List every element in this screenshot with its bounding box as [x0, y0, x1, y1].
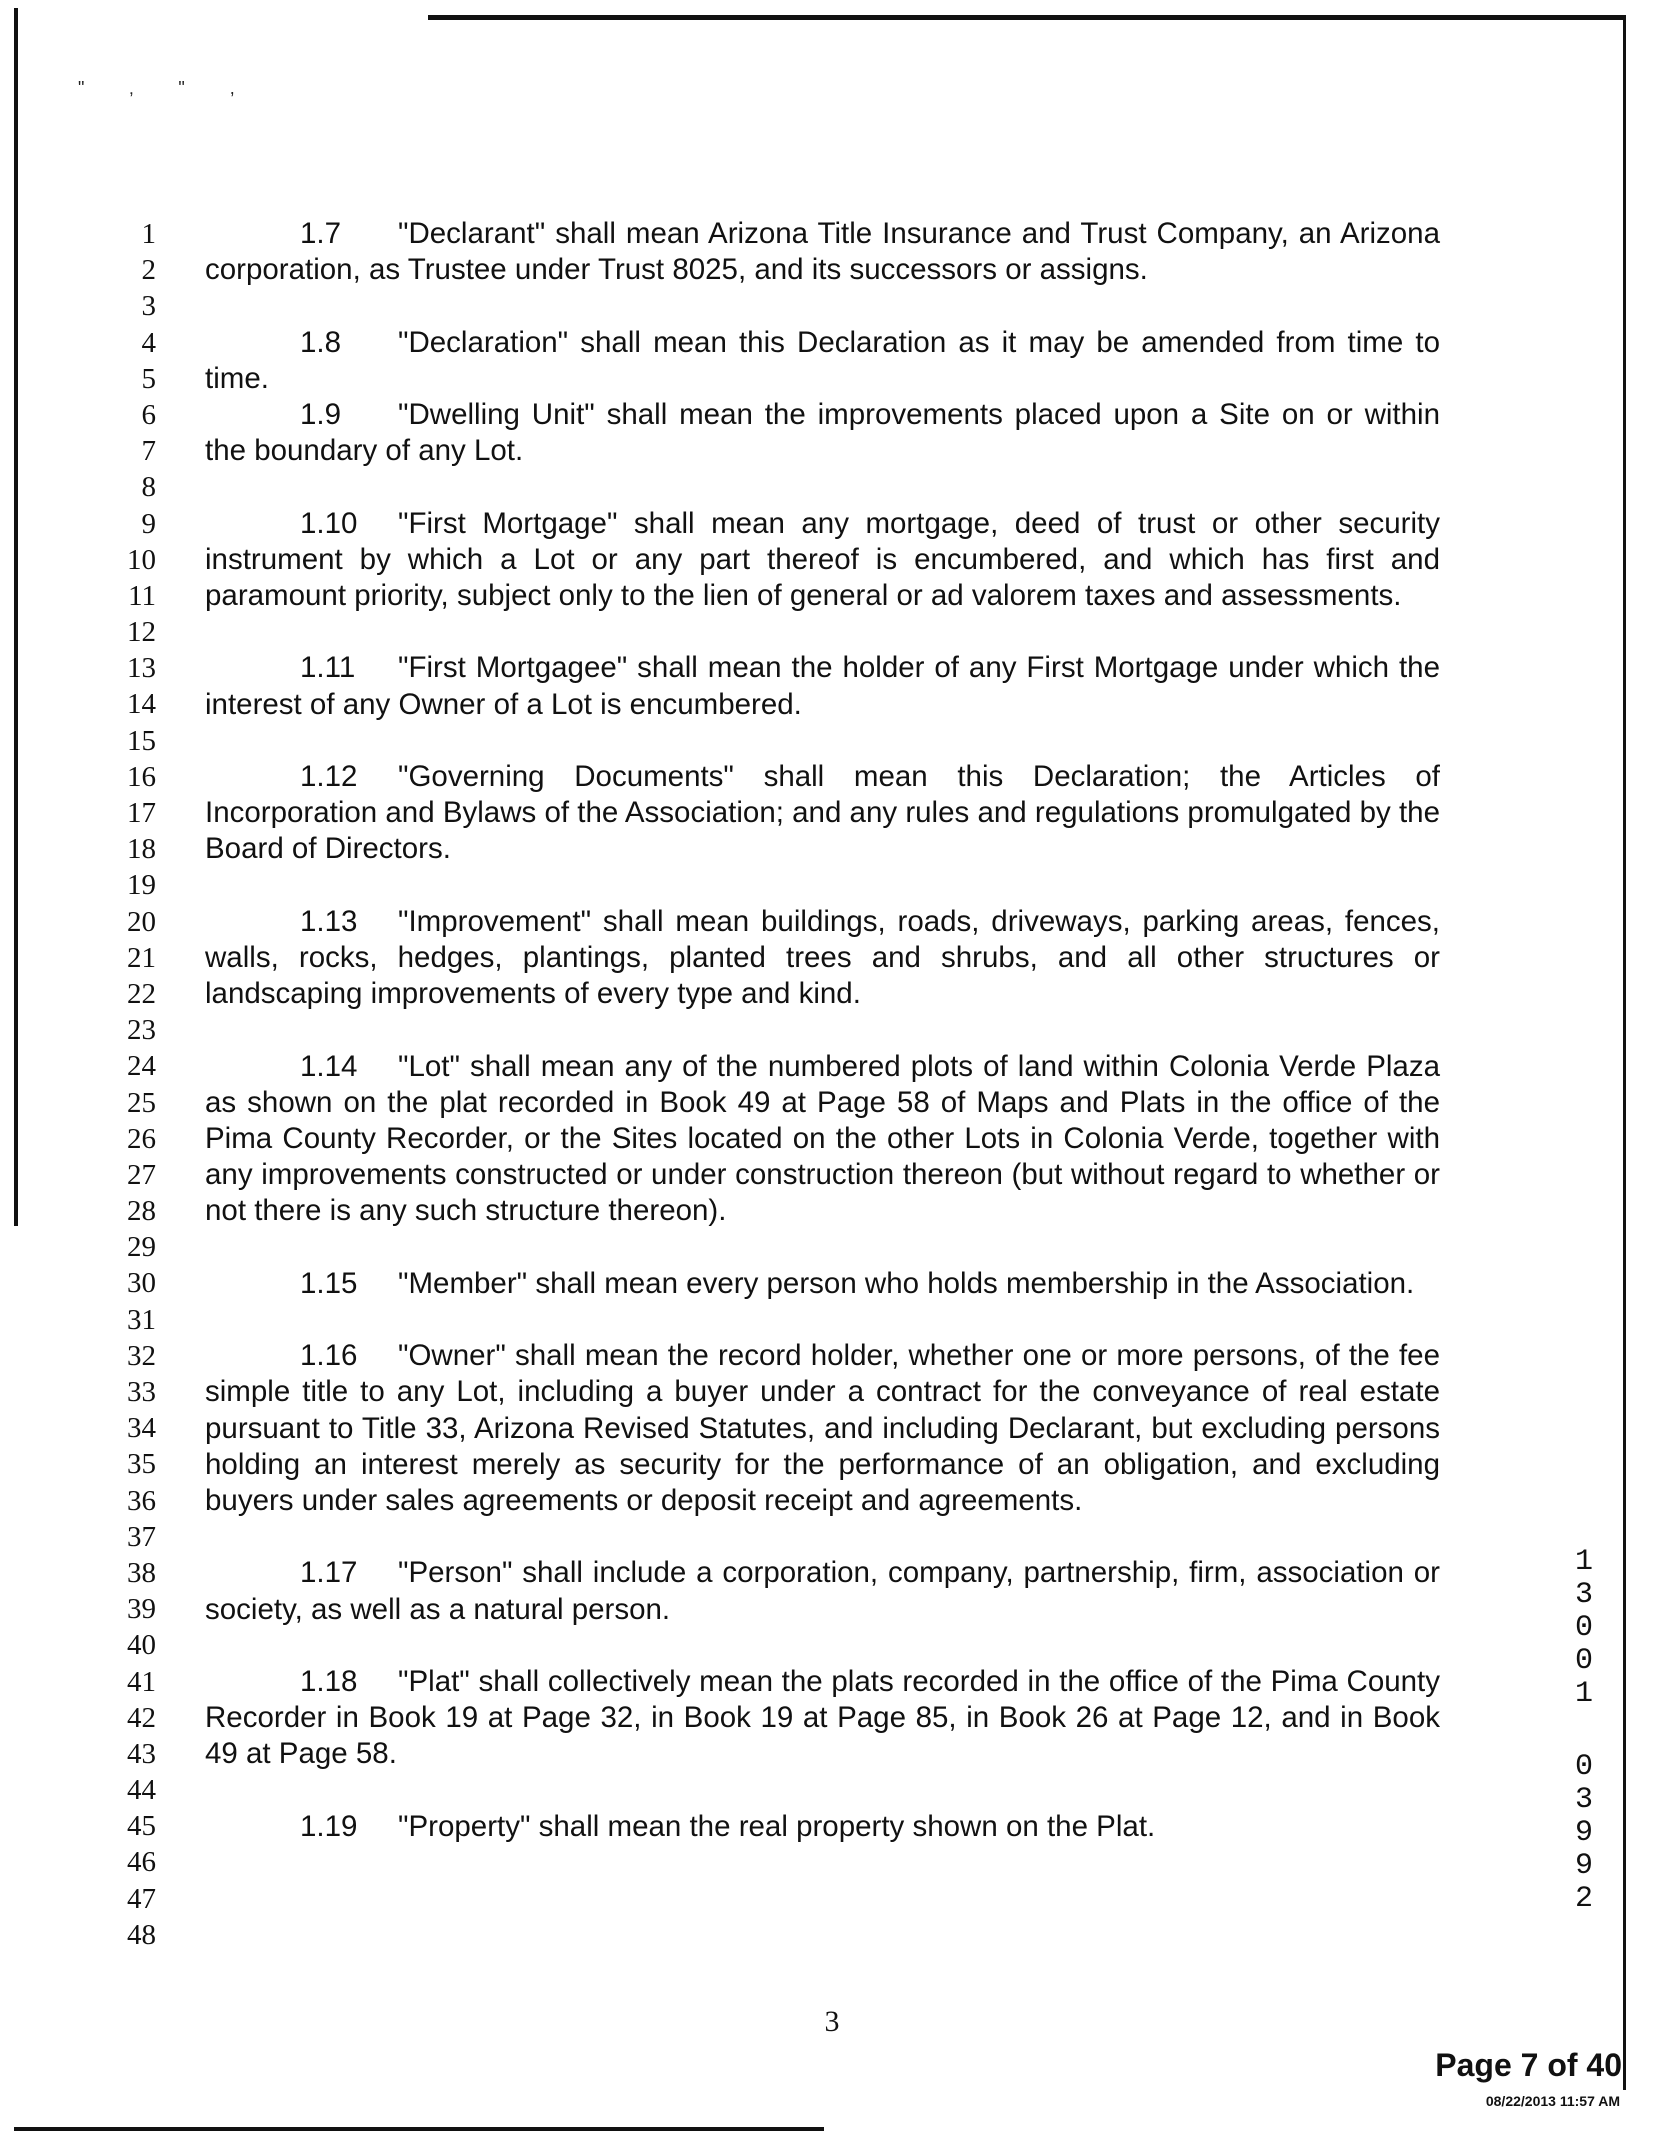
definition-text: "Owner" shall mean the record holder, whether one or more persons, of the fee simple title to any Lot, including a buyer under a contract for the conveyance of real estate pursuant to Title 33, Arizona Revised Statutes, and including Declarant, but excluding persons holding an interest merely as security for the performance of an obligation, and excluding buyers under sales agreements or deposit receipt and agreements.	[205, 1339, 1440, 1517]
line-number: 20	[127, 905, 156, 938]
line-number: 36	[127, 1484, 156, 1517]
line-number: 31	[127, 1303, 156, 1336]
line-number: 7	[141, 435, 156, 468]
line-number: 40	[127, 1629, 156, 1662]
section-number: 1.9	[300, 398, 342, 431]
sequence-digit: 3	[1574, 1783, 1593, 1817]
section-number: 1.16	[300, 1339, 358, 1373]
definition-text: "Declaration" shall mean this Declaration as it may be amended from time to time.	[205, 325, 1440, 395]
sequence-digit: 0	[1574, 1644, 1593, 1678]
section-number: 1.11	[300, 651, 356, 685]
definition-text: "Improvement" shall mean buildings, roads, driveways, parking areas, fences, walls, rocks, hedges, plantings, planted trees and shrubs, and all other structures or landscaping improvements of every type and kind.	[205, 904, 1440, 1011]
definition-paragraph	[205, 325, 1440, 397]
definition-text: "Declarant" shall mean Arizona Title Insurance and Trust Company, an Arizona corporation, as Trustee under Trust 8025, and its successors or assigns.	[205, 217, 1440, 287]
definition-text: "First Mortgage" shall mean any mortgage, deed of trust or other security instrument by which a Lot or any part thereof is encumbered, and which has first and paramount priority, subject only to the lien of general or ad valorem taxes and assessments.	[205, 506, 1440, 612]
line-number: 8	[141, 471, 156, 504]
definition-paragraph	[205, 216, 1440, 288]
recording-sequence-number	[1564, 1546, 1604, 1916]
line-number: 47	[127, 1882, 156, 1915]
line-number: 3	[141, 290, 156, 323]
line-number: 25	[127, 1086, 156, 1119]
line-number: 29	[127, 1231, 156, 1264]
section-number: 1.18	[300, 1664, 358, 1698]
line-number: 42	[127, 1701, 156, 1734]
line-number: 23	[127, 1014, 156, 1047]
sequence-digit: 3	[1574, 1578, 1593, 1612]
section-number: 1.14	[300, 1049, 358, 1083]
document-body	[205, 216, 1440, 1845]
section-number: 1.13	[300, 904, 358, 938]
line-number: 6	[141, 398, 156, 431]
definition-text: "Governing Documents" shall mean this Declaration; the Articles of Incorporation and Bylaws of the Association; and any rules and regulations promulgated by the Board of Directors.	[205, 759, 1440, 866]
definition-paragraph	[205, 1338, 1440, 1519]
line-number: 35	[127, 1448, 156, 1481]
line-number: 2	[141, 254, 156, 287]
definition-text: "Person" shall include a corporation, company, partnership, firm, association or society, as well as a natural person.	[205, 1556, 1440, 1626]
line-number: 43	[127, 1737, 156, 1770]
section-number: 1.12	[300, 759, 358, 793]
line-number: 33	[127, 1376, 156, 1408]
line-number: 22	[127, 977, 156, 1010]
line-number: 45	[127, 1810, 156, 1843]
definition-paragraph	[205, 1555, 1440, 1627]
left-border-rule	[14, 8, 18, 1226]
section-number: 1.17	[300, 1556, 358, 1590]
page-of-total: Page 7 of 40	[1435, 2047, 1622, 2083]
line-number: 38	[127, 1556, 156, 1589]
section-number: 1.7	[300, 217, 342, 250]
line-number-column	[100, 216, 160, 1953]
line-number: 19	[127, 869, 156, 902]
line-number: 15	[127, 724, 156, 757]
line-number: 21	[127, 941, 156, 974]
definition-paragraph	[205, 1266, 1440, 1302]
line-number: 1	[141, 218, 156, 250]
line-number: 16	[127, 760, 156, 793]
line-number: 39	[127, 1593, 156, 1626]
top-border-rule	[428, 15, 1625, 20]
definition-paragraph	[205, 904, 1440, 1013]
sequence-digit: 1	[1574, 1545, 1593, 1579]
sequence-digit: 9	[1574, 1849, 1593, 1883]
line-number: 28	[127, 1195, 156, 1228]
scan-specks: " ‚ " ,	[78, 78, 255, 98]
line-number: 32	[127, 1339, 156, 1372]
section-number: 1.10	[300, 506, 358, 540]
line-number: 18	[127, 833, 156, 866]
definition-paragraph	[205, 1809, 1440, 1845]
sequence-digit: 0	[1574, 1750, 1593, 1784]
line-number: 14	[127, 688, 156, 721]
line-number: 10	[127, 543, 156, 576]
line-number: 9	[141, 507, 156, 540]
definition-paragraph	[205, 759, 1440, 868]
definition-text: "Property" shall mean the real property shown on the Plat.	[398, 1809, 1156, 1843]
line-number: 34	[127, 1412, 156, 1445]
right-border-rule	[1623, 15, 1626, 2090]
sequence-digit: 0	[1574, 1611, 1593, 1645]
definition-paragraph	[205, 650, 1440, 722]
line-number: 24	[127, 1050, 156, 1083]
page-number: 3	[824, 2005, 840, 2038]
bottom-border-rule	[14, 2127, 824, 2131]
line-number: 48	[127, 1918, 156, 1951]
recording-timestamp: 08/22/2013 11:57 AM	[1485, 2093, 1620, 2109]
sequence-digit: 2	[1574, 1882, 1593, 1916]
line-number: 11	[128, 579, 156, 612]
definition-text: "Dwelling Unit" shall mean the improvements placed upon a Site on or within the boundary of any Lot.	[205, 398, 1440, 468]
definition-text: "First Mortgagee" shall mean the holder of any First Mortgage under which the interest of any Owner of a Lot is encumbered.	[205, 651, 1440, 721]
line-number: 17	[127, 797, 156, 829]
section-number: 1.19	[300, 1809, 358, 1843]
sequence-digit: 1	[1574, 1677, 1593, 1711]
line-number: 30	[127, 1267, 156, 1300]
line-number: 13	[127, 652, 156, 685]
section-number: 1.15	[300, 1266, 358, 1300]
line-number: 41	[127, 1665, 156, 1698]
line-number: 44	[127, 1774, 156, 1807]
line-number: 46	[127, 1846, 156, 1879]
definition-text: "Lot" shall mean any of the numbered plots of land within Colonia Verde Plaza as shown on the plat recorded in Book 49 at Page 58 of Maps and Plats in the office of the Pima County Recorder, or the Sites located on the other Lots in Colonia Verde, together with any improvements constructed or under construction thereon (but without regard to whether or not there is any such structure thereon).	[205, 1049, 1440, 1228]
sequence-digit: 9	[1574, 1816, 1593, 1850]
definition-paragraph	[205, 397, 1440, 469]
line-number: 37	[127, 1520, 156, 1553]
line-number: 5	[141, 362, 156, 395]
section-number: 1.8	[300, 325, 342, 359]
definition-paragraph	[205, 1664, 1440, 1773]
line-number: 27	[127, 1158, 156, 1191]
line-number: 26	[127, 1122, 156, 1155]
definition-paragraph	[205, 1049, 1440, 1230]
line-number: 12	[127, 616, 156, 649]
line-number: 4	[141, 326, 156, 359]
definition-paragraph	[205, 506, 1440, 615]
definition-text: "Member" shall mean every person who holds membership in the Association.	[398, 1266, 1415, 1300]
definition-text: "Plat" shall collectively mean the plats recorded in the office of the Pima County Recorder in Book 19 at Page 32, in Book 19 at Page 85, in Book 26 at Page 12, and in Book 49 at Page 58.	[205, 1664, 1440, 1771]
